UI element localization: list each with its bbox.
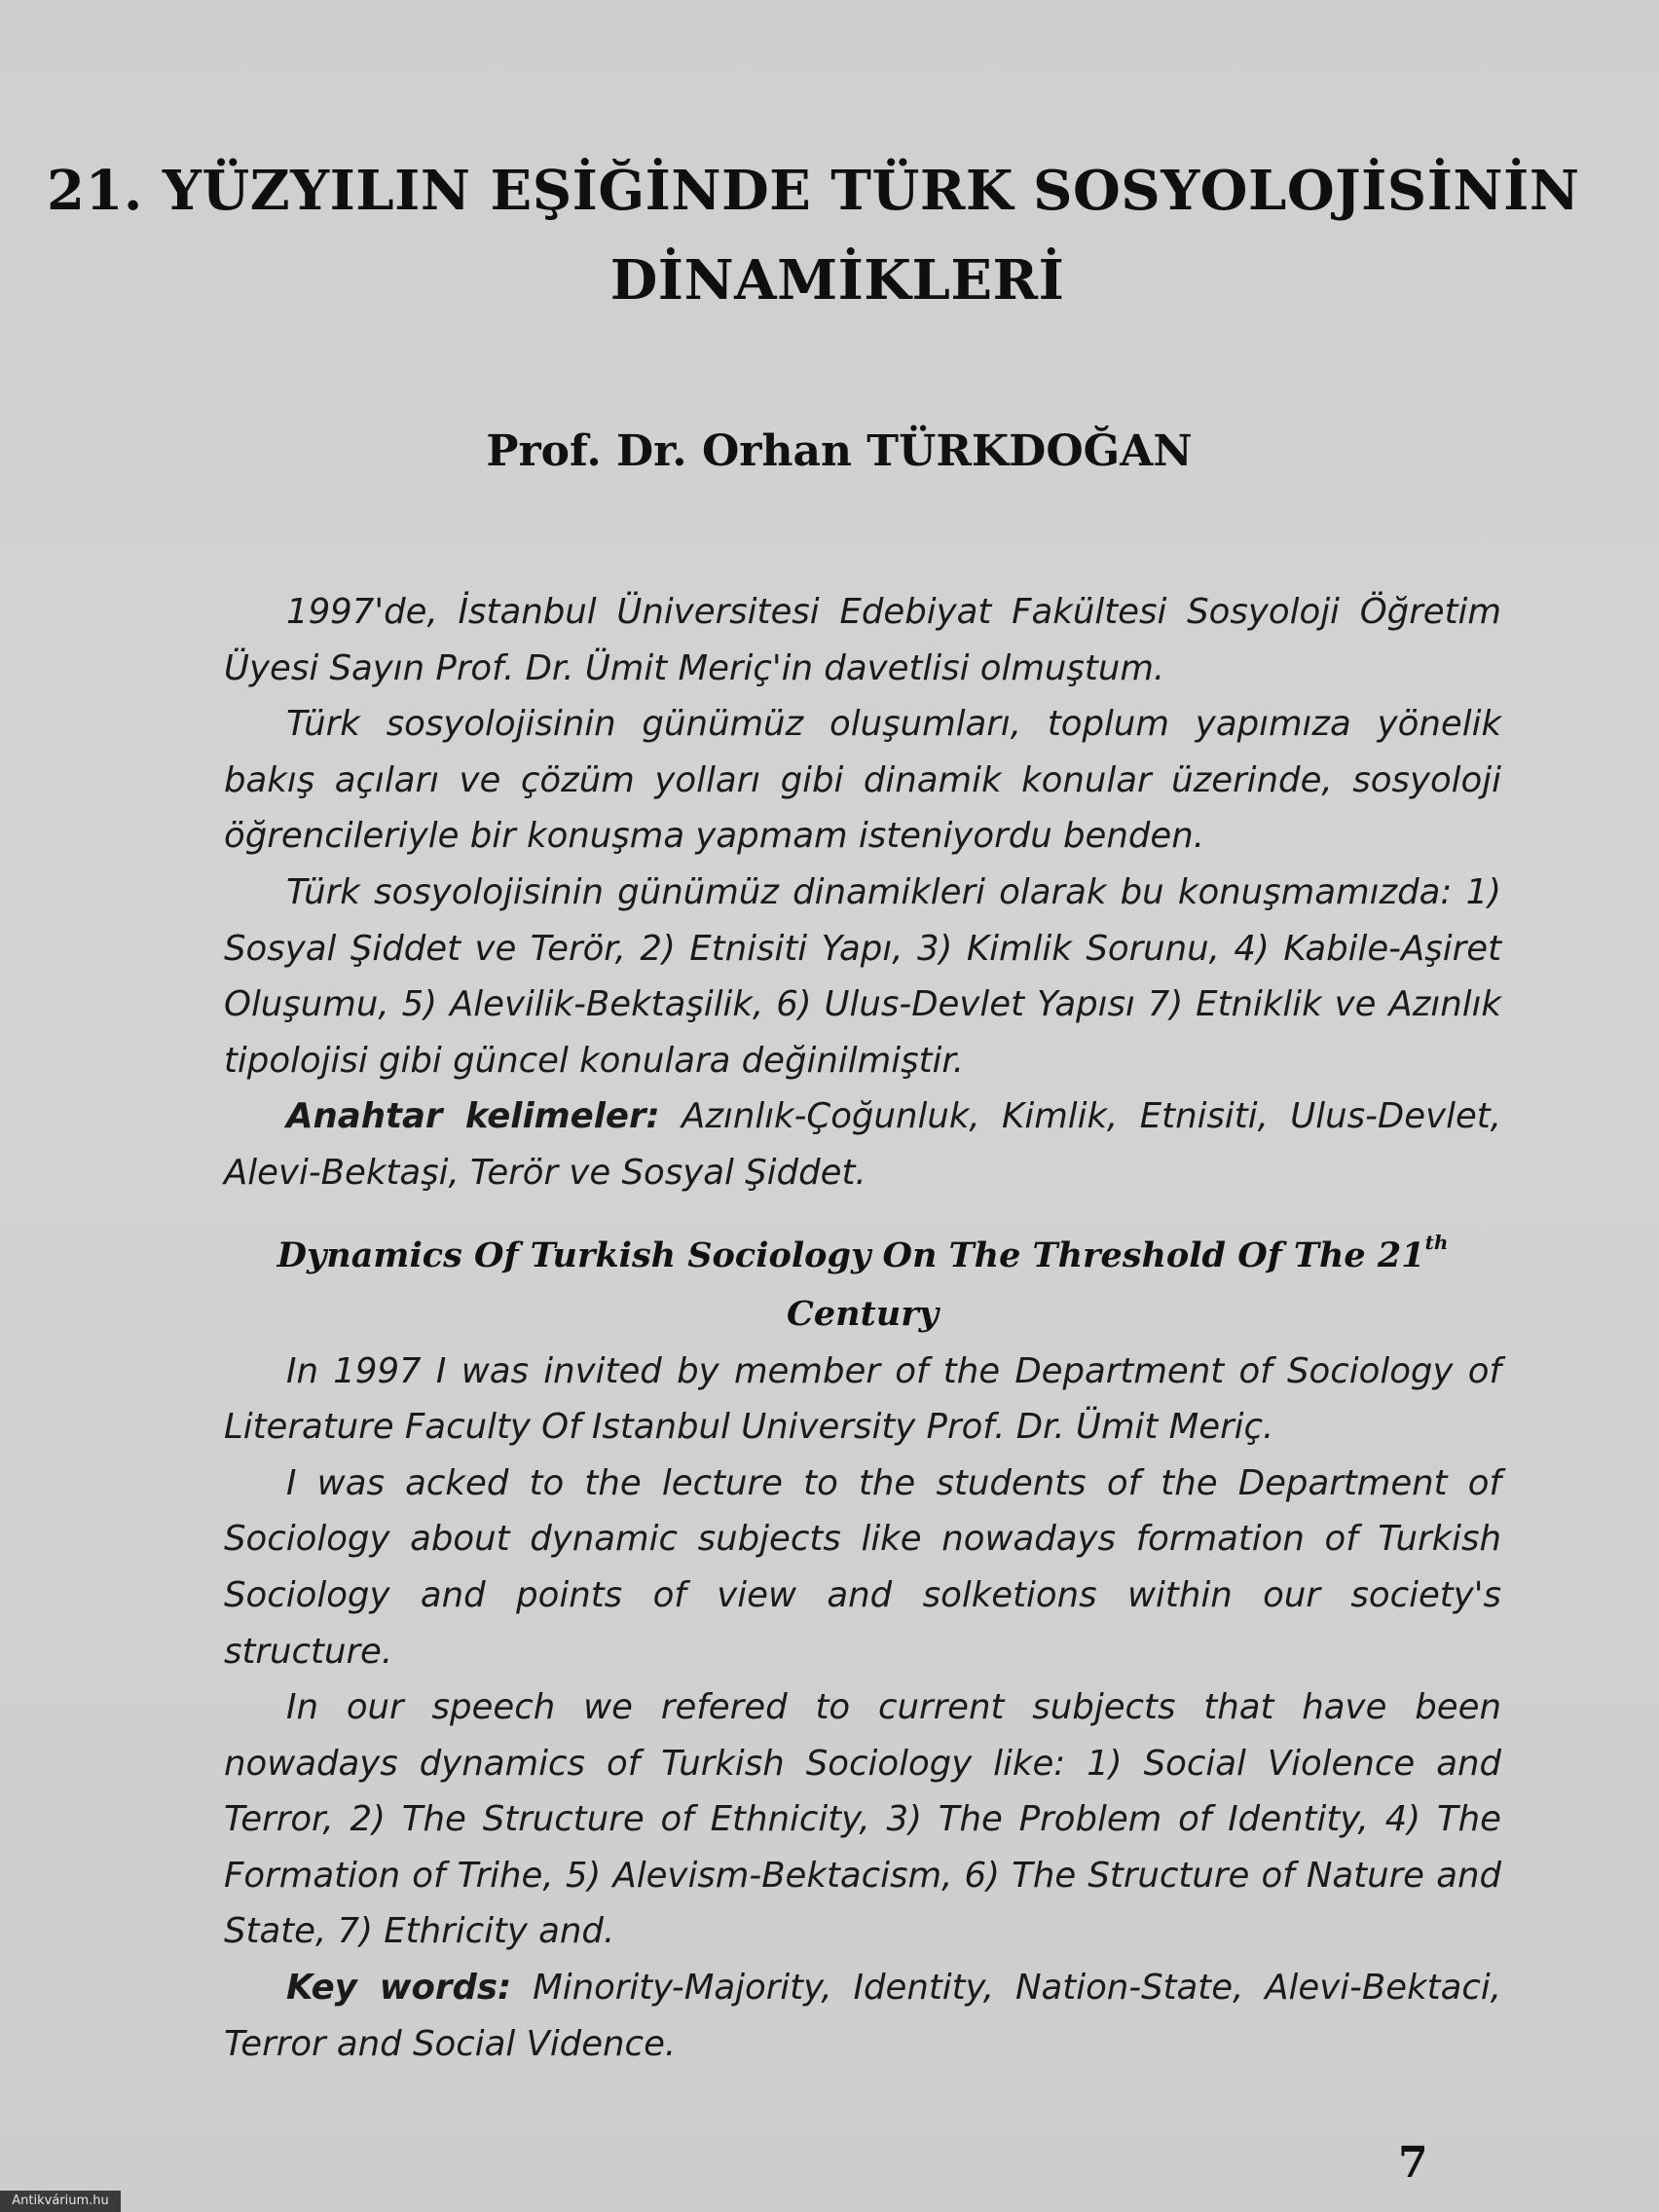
- english-title-line-2: Century: [787, 1293, 939, 1334]
- author-name-text: Prof. Dr. Orhan TÜRKDOĞAN: [486, 426, 1193, 476]
- english-title: [224, 1227, 1501, 1344]
- english-keywords-label: Key words:: [286, 1968, 512, 2009]
- turkish-keywords: [224, 1088, 1501, 1200]
- english-abstract-paragraph-1: In 1997 I was invited by member of the Department of Sociology of Literature Faculty Of Istanbul University Prof. Dr. Ümit Meriç.: [224, 1350, 1501, 1448]
- english-keywords: [224, 1960, 1501, 2072]
- article-body: [224, 584, 1501, 2072]
- english-title-superscript: th: [1424, 1230, 1449, 1254]
- article-title-line-2: DİNAMİKLERİ: [609, 248, 1065, 313]
- english-keywords-text: Minority-Majority, Identity, Nation-State, Alevi-Bektaci, Terror and Social Vidence.: [224, 1968, 1502, 2064]
- article-title: [39, 146, 1616, 325]
- page-number: 7: [1398, 2138, 1428, 2188]
- watermark: Antikvárium.hu: [0, 2191, 121, 2212]
- author-name: [0, 426, 1659, 476]
- english-title-line-1: Dynamics Of Turkish Sociology On The Threshold Of The 21: [276, 1235, 1425, 1275]
- turkish-abstract-paragraph-2: Türk sosyolojisinin günümüz oluşumları, toplum yapımıza yönelik bakış açıları ve çözüm yolları gibi dinamik konular üzerinde, sosyoloji öğrencileriyle bir konuşma yapmam isteniyordu benden.: [224, 704, 1501, 857]
- english-abstract-paragraph-3: In our speech we refered to current subjects that have been nowadays dynamics of Turkish Sociology like: 1) Social Violence and Terror, 2) The Structure of Ethnicity, 3) The Problem of Identity, 4) The Formation of Trihe, 5) Alevism-Bektacism, 6) The Structure of Nature and State, 7) Ethricity and.: [224, 1687, 1501, 1952]
- turkish-keywords-label: Anahtar kelimeler:: [286, 1096, 660, 1137]
- turkish-abstract-paragraph-3: Türk sosyolojisinin günümüz dinamikleri olarak bu konuşmamızda: 1) Sosyal Şiddet ve Terör, 2) Etnisiti Yapı, 3) Kimlik Sorunu, 4) Kabile-Aşiret Oluşumu, 5) Alevilik-Bektaşilik, 6) Ulus-Devlet Yapısı 7) Etniklik ve Azınlık tipolojisi gibi güncel konulara değinilmiştir.: [224, 871, 1501, 1081]
- turkish-abstract-paragraph-1: 1997'de, İstanbul Üniversitesi Edebiyat Fakültesi Sosyoloji Öğretim Üyesi Sayın Prof. Dr. Ümit Meriç'in davetlisi olmuştum.: [224, 592, 1501, 688]
- article-title-line-1: 21. YÜZYILIN EŞİĞİNDE TÜRK SOSYOLOJİSİNİN: [47, 159, 1580, 223]
- turkish-keywords-text: Azınlık-Çoğunluk, Kimlik, Etnisiti, Ulus-Devlet, Alevi-Bektaşi, Terör ve Sosyal Şiddet.: [224, 1096, 1501, 1193]
- english-abstract-paragraph-2: I was acked to the lecture to the students of the Department of Sociology about dynamic subjects like nowadays formation of Turkish Sociology and points of view and solketions within our society's structure.: [224, 1462, 1501, 1672]
